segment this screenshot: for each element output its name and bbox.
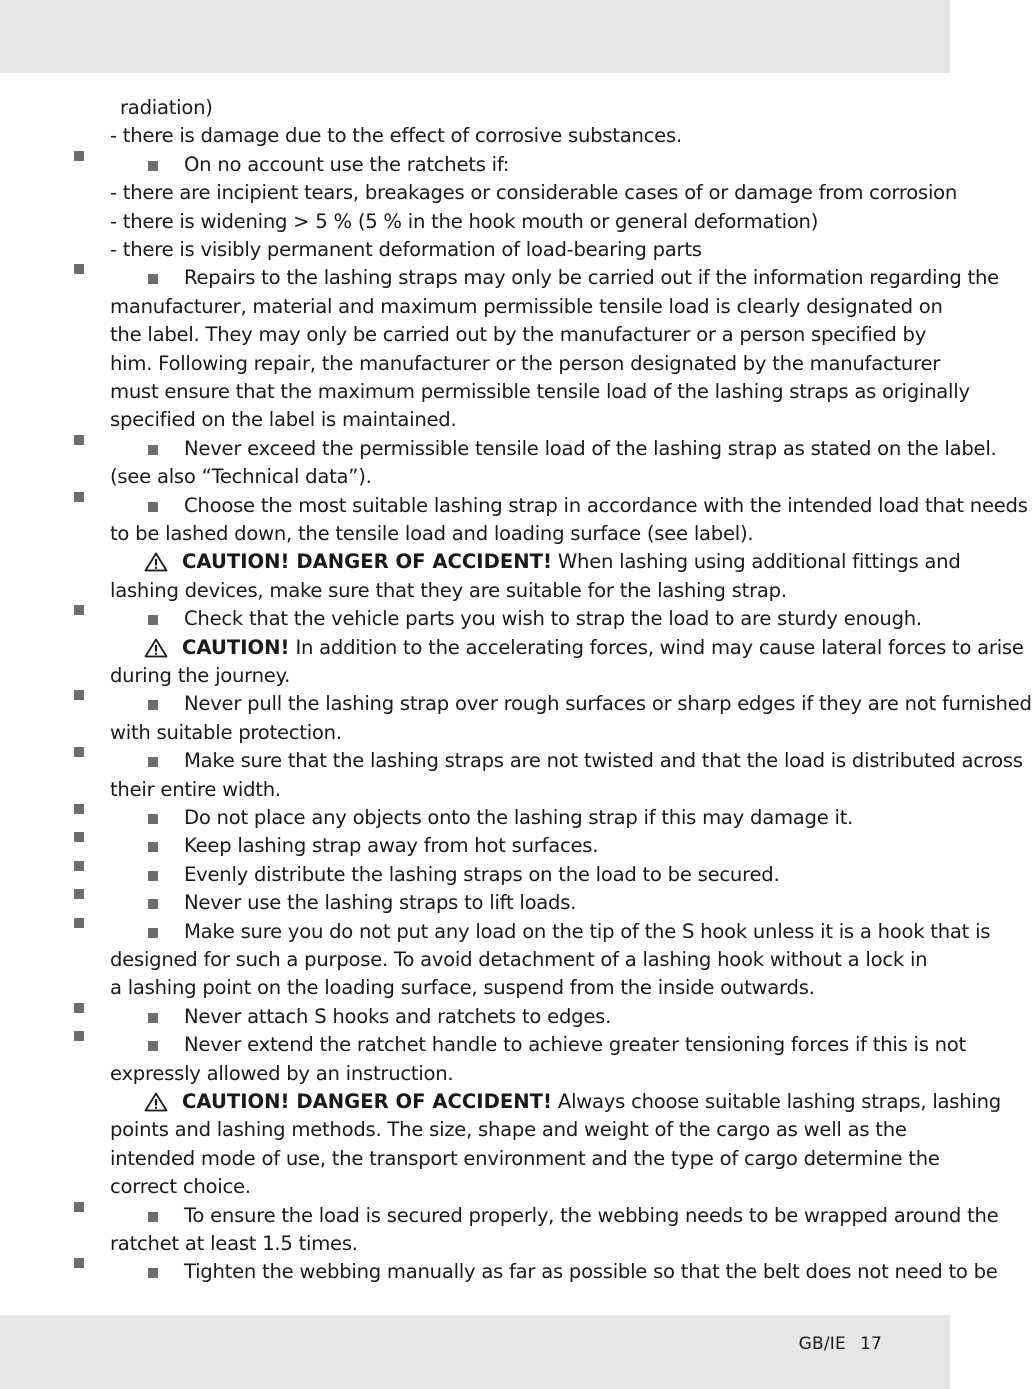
line-body-text: Evenly distribute the lashing straps on the load to be secured. [184,862,780,886]
bullet-square-icon [148,502,158,512]
line-text [110,662,290,690]
text-line [0,776,950,804]
line-body-text: Keep lashing strap away from hot surfaces. [184,834,599,858]
line-text [110,463,372,491]
text-line [0,974,950,1002]
line-text [184,832,598,860]
line-body-text: the label. They may only be carried out by the manufacturer or a person specified by [110,323,927,347]
bullet-square-icon [148,814,158,824]
line-body-text: Check that the vehicle parts you wish to strap the load to are sturdy enough. [184,607,922,631]
text-line [0,1145,950,1173]
line-body-text: Never pull the lashing strap over rough surfaces or sharp edges if they are not furnished [184,692,1032,716]
caution-label: CAUTION! DANGER OF ACCIDENT! [182,550,552,574]
bullet-square-icon [148,1212,158,1222]
line-text [182,548,961,576]
line-text [110,293,943,321]
text-line [74,492,1028,517]
warning-triangle-icon [144,1092,168,1112]
text-line [72,634,1024,659]
line-body-text: Tighten the webbing manually as far as possible so that the belt does not need to be [184,1260,998,1284]
text-line [74,1258,998,1284]
line-body-text: Never extend the ratchet handle to achieve greater tensioning forces if this is not [184,1033,966,1057]
text-line [74,151,510,176]
line-body-text: Make sure you do not put any load on the tip of the S hook unless it is a hook that is [184,919,991,943]
line-body-text: On no account use the ratchets if: [184,152,510,176]
text-line [0,1173,950,1201]
line-text [110,1116,907,1144]
footer-language: GB/IE [798,1334,846,1354]
line-body-text: specified on the label is maintained. [110,408,457,432]
line-text [120,94,213,122]
line-body-text: must ensure that the maximum permissible tensile load of the lashing straps as originally [110,380,970,403]
line-text [110,1230,358,1258]
line-text [110,378,970,406]
line-text [110,1060,453,1088]
line-text [184,690,1032,718]
line-body-text: Make sure that the lashing straps are not twisted and that the load is distributed across [184,749,1023,773]
line-text [110,520,753,548]
text-line [74,747,1023,773]
line-body-text: To ensure the load is secured properly, the webbing needs to be wrapped around the [184,1203,999,1227]
text-line [74,1202,999,1227]
line-body-text: Never attach S hooks and ratchets to edges. [184,1004,612,1028]
line-text [184,1003,611,1031]
line-text [110,179,957,207]
text-line [74,832,599,858]
line-body-text: Repairs to the lashing straps may only be carried out if the information regarding the [184,266,999,290]
caution-label: CAUTION! [182,635,290,659]
line-body-text: Never use the lashing straps to lift loads. [184,891,577,915]
page-footer [799,1334,882,1354]
line-body-text: - there are incipient tears, breakages or considerable cases of or damage from corrosion [110,181,958,205]
line-body-text: designed for such a purpose. To avoid detachment of a lashing hook without a lock in [110,948,928,971]
text-line [0,122,950,150]
line-text [110,350,940,378]
warning-triangle-icon [144,552,168,572]
text-line [72,548,961,574]
line-text [110,946,927,974]
text-line [0,946,950,974]
line-text [110,321,926,349]
line-text [110,236,702,264]
text-line [0,662,950,690]
line-body-text: him. Following repair, the manufacturer or the person designated by the manufacturer [110,351,941,375]
line-text [184,492,1028,520]
line-text [184,1258,998,1286]
line-body-text: manufacturer, material and maximum permissible tensile load is clearly designated on [110,294,943,318]
bullet-square-icon [148,1268,158,1278]
line-text [184,1202,998,1230]
bullet-square-icon [148,1041,158,1051]
text-line [0,577,950,605]
text-line [0,1230,950,1258]
warning-triangle-icon [144,638,168,658]
text-line [0,94,950,122]
line-text [184,861,779,889]
line-text [110,974,815,1002]
line-body-text: points and lashing methods. The size, shape and weight of the cargo as well as the [110,1118,907,1142]
line-text [110,1145,940,1173]
line-text [110,208,818,236]
text-line [74,1031,966,1057]
line-text [184,435,997,463]
line-text [110,776,281,804]
text-line [0,208,950,236]
line-body-text: expressly allowed by an instruction. [110,1061,454,1085]
text-line [0,463,950,491]
page-header-band [0,0,950,73]
text-line [0,236,950,264]
line-text [110,719,342,747]
bullet-square-icon [148,899,158,909]
line-body-text: Never exceed the permissible tensile load of the lashing strap as stated on the label. [184,436,997,460]
line-body-text: their entire width. [110,777,281,801]
line-text [184,264,999,292]
line-body-text: ratchet at least 1.5 times. [110,1232,358,1255]
line-body-text: (see also “Technical data”). [110,465,372,489]
line-text [110,577,787,605]
line-text [182,634,1024,662]
line-body-text: Choose the most suitable lashing strap in accordance with the intended load that needs [184,493,1028,517]
text-line [0,406,950,434]
text-line [0,719,950,747]
text-line [74,1003,612,1028]
bullet-square-icon [148,445,158,455]
bullet-square-icon [148,161,158,171]
text-line [74,690,1032,716]
line-text [184,889,576,917]
text-line [0,293,950,321]
line-text [184,1031,966,1059]
text-line [0,179,958,207]
line-body-text: - there is widening > 5 % (5 % in the hook mouth or general deformation) [110,209,819,233]
text-line [0,520,950,548]
line-body-text: lashing devices, make sure that they are suitable for the lashing strap. [110,578,787,602]
line-body-text: - there is visibly permanent deformation of load-bearing parts [110,238,702,261]
line-body-text: - there is damage due to the effect of corrosive substances. [110,124,682,148]
bullet-square-icon [148,274,158,284]
text-line [0,1116,950,1144]
bullet-square-icon [148,842,158,852]
line-text [184,918,990,946]
text-line [0,321,950,349]
line-text [184,605,922,633]
text-line [74,804,854,829]
text-line [74,264,999,290]
line-body-text: In addition to the accelerating forces, wind may cause lateral forces to arise [289,635,1024,659]
line-body-text: a lashing point on the loading surface, suspend from the inside outwards. [110,976,815,1000]
line-text [182,1088,1001,1116]
line-text [110,122,682,150]
text-line [0,350,950,378]
line-body-text: radiation) [120,96,213,119]
bullet-square-icon [148,871,158,881]
line-text [110,1173,251,1201]
line-body-text: intended mode of use, the transport environment and the type of cargo determine the [110,1146,940,1170]
text-line [74,861,780,886]
line-body-text: Always choose suitable lashing straps, lashing [551,1090,1001,1113]
text-line [74,889,577,915]
text-line [74,435,997,460]
line-body-text: correct choice. [110,1175,251,1199]
bullet-square-icon [148,1013,158,1023]
text-line [72,1088,1001,1113]
text-line [74,605,922,631]
line-text [184,151,509,179]
line-body-text: to be lashed down, the tensile load and loading surface (see label). [110,522,754,545]
text-line [0,1060,950,1088]
page-number: 17 [859,1334,882,1354]
bullet-square-icon [148,757,158,767]
line-body-text: Do not place any objects onto the lashing strap if this may damage it. [184,806,854,829]
text-line [0,378,970,406]
caution-label: CAUTION! DANGER OF ACCIDENT! [182,1090,552,1113]
line-text [110,406,456,434]
bullet-square-icon [148,700,158,710]
text-line [74,918,991,943]
bullet-square-icon [148,928,158,938]
line-body-text: during the journey. [110,664,291,687]
line-body-text: with suitable protection. [110,720,342,744]
line-text [184,747,1023,775]
line-body-text: When lashing using additional fittings and [551,550,961,574]
line-text [184,804,853,832]
bullet-square-icon [148,615,158,625]
